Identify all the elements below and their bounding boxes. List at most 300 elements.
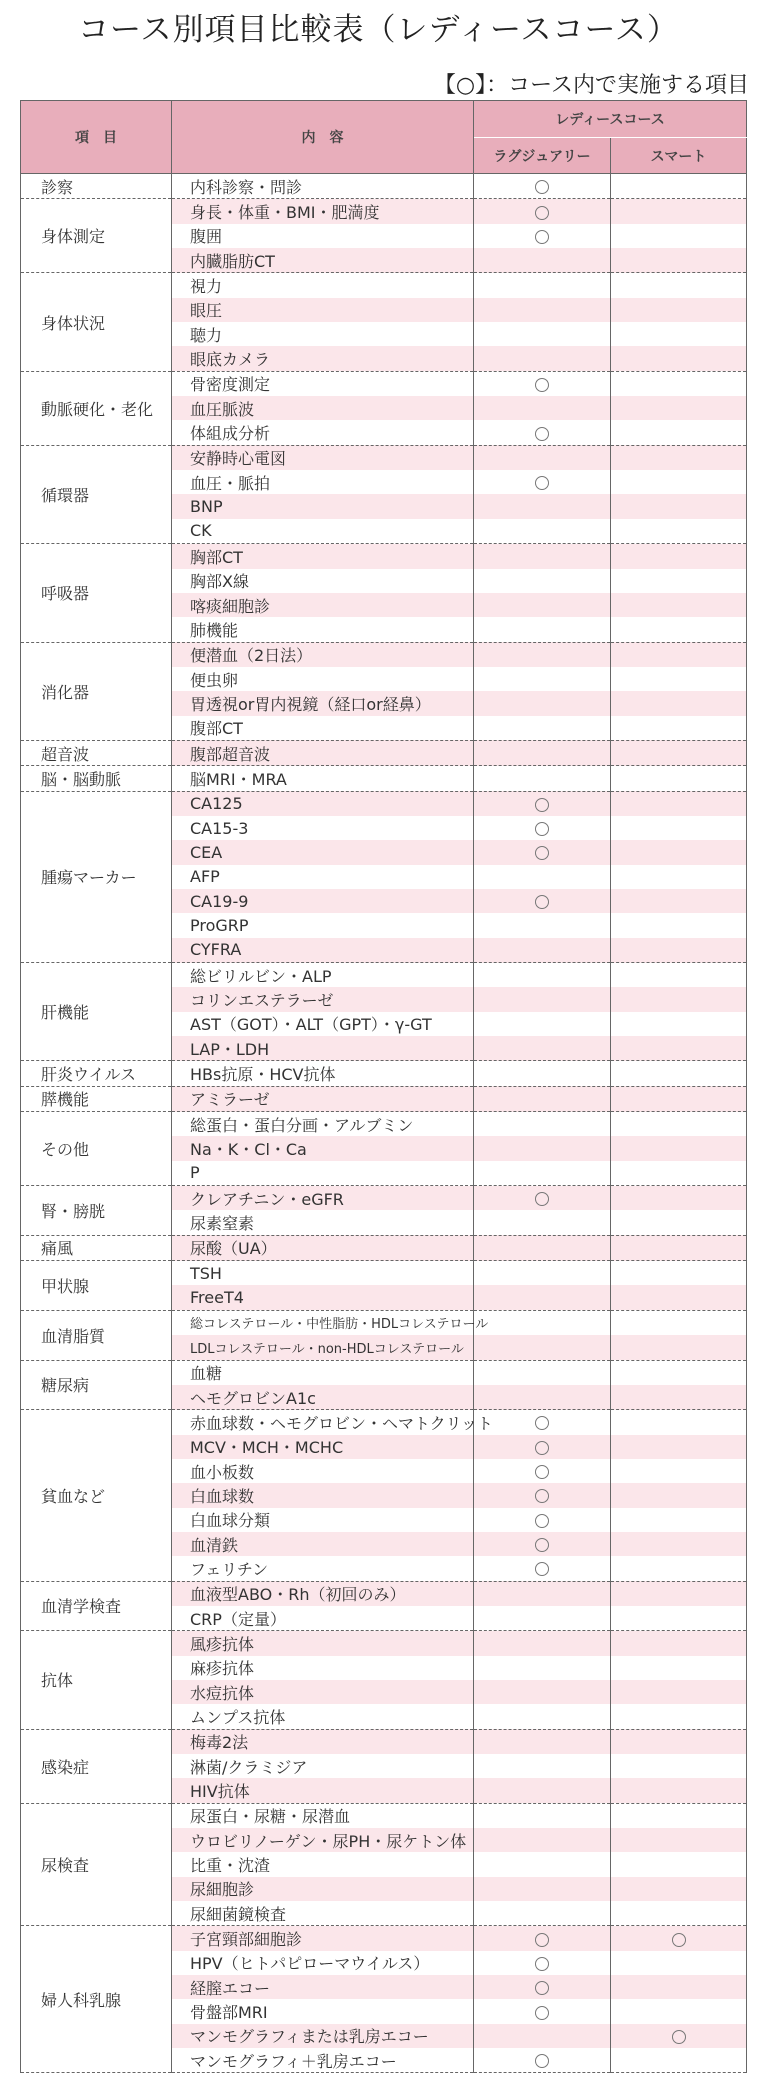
item-cell: 血圧・脈拍 xyxy=(172,470,474,494)
category-cell: 貧血など xyxy=(21,1410,172,1581)
luxury-mark-cell xyxy=(474,840,611,864)
smart-mark-cell xyxy=(611,1680,747,1704)
luxury-mark-cell xyxy=(474,816,611,840)
item-cell: 胃透視or胃内視鏡（経口or経鼻） xyxy=(172,691,474,715)
smart-mark-cell xyxy=(611,691,747,715)
smart-mark-cell xyxy=(611,174,747,199)
smart-mark-cell xyxy=(611,569,747,593)
smart-mark-cell xyxy=(611,273,747,298)
luxury-mark-cell xyxy=(474,2024,611,2048)
item-cell: Na・K・Cl・Ca xyxy=(172,1136,474,1160)
category-cell: 消化器 xyxy=(21,642,172,740)
smart-mark-cell xyxy=(611,1385,747,1410)
item-cell: HBs抗原・HCV抗体 xyxy=(172,1061,474,1086)
item-cell: P xyxy=(172,1161,474,1186)
luxury-mark-cell xyxy=(474,445,611,470)
smart-mark-cell xyxy=(611,1556,747,1581)
item-cell: ウロビリノーゲン・尿PH・尿ケトン体 xyxy=(172,1828,474,1852)
item-cell: 尿酸（UA） xyxy=(172,1235,474,1260)
smart-mark-cell xyxy=(611,1335,747,1360)
category-cell: 血清脂質 xyxy=(21,1310,172,1360)
luxury-mark-cell xyxy=(474,1754,611,1778)
smart-mark-cell xyxy=(611,494,747,518)
item-cell: 水痘抗体 xyxy=(172,1680,474,1704)
category-cell: 身体状況 xyxy=(21,273,172,371)
item-cell: フェリチン xyxy=(172,1556,474,1581)
item-cell: マンモグラフィ＋乳房エコー xyxy=(172,2048,474,2073)
item-cell: 肺機能 xyxy=(172,617,474,642)
table-row xyxy=(21,1186,747,1211)
luxury-mark-cell xyxy=(474,1086,611,1111)
smart-mark-cell xyxy=(611,1828,747,1852)
item-cell: LAP・LDH xyxy=(172,1036,474,1061)
luxury-mark-cell xyxy=(474,1410,611,1435)
luxury-mark-cell xyxy=(474,1186,611,1211)
included-circle-icon xyxy=(535,1416,549,1430)
luxury-mark-cell xyxy=(474,199,611,224)
header-content: 内 容 xyxy=(172,101,474,174)
smart-mark-cell xyxy=(611,248,747,273)
table-row xyxy=(21,445,747,470)
item-cell: CA15-3 xyxy=(172,816,474,840)
table-row xyxy=(21,1086,747,1111)
comparison-table xyxy=(20,100,747,2073)
luxury-mark-cell xyxy=(474,642,611,667)
item-cell: HIV抗体 xyxy=(172,1778,474,1803)
item-cell: CA19-9 xyxy=(172,889,474,913)
category-cell: 循環器 xyxy=(21,445,172,543)
smart-mark-cell xyxy=(611,716,747,741)
item-cell: マンモグラフィまたは乳房エコー xyxy=(172,2024,474,2048)
smart-mark-cell xyxy=(611,642,747,667)
item-cell: CRP（定量） xyxy=(172,1606,474,1631)
luxury-mark-cell xyxy=(474,1061,611,1086)
luxury-mark-cell xyxy=(474,1975,611,1999)
table-row xyxy=(21,791,747,816)
item-cell: 梅毒2法 xyxy=(172,1729,474,1754)
category-cell: 動脈硬化・老化 xyxy=(21,371,172,445)
smart-mark-cell xyxy=(611,1631,747,1656)
item-cell: TSH xyxy=(172,1261,474,1286)
smart-mark-cell xyxy=(611,1235,747,1260)
luxury-mark-cell xyxy=(474,298,611,322)
smart-mark-cell xyxy=(611,1656,747,1680)
luxury-mark-cell xyxy=(474,1036,611,1061)
luxury-mark-cell xyxy=(474,1556,611,1581)
smart-mark-cell xyxy=(611,913,747,937)
smart-mark-cell xyxy=(611,470,747,494)
luxury-mark-cell xyxy=(474,791,611,816)
smart-mark-cell xyxy=(611,2024,747,2048)
category-cell: 肝炎ウイルス xyxy=(21,1061,172,1086)
smart-mark-cell xyxy=(611,1261,747,1286)
item-cell: 子宮頸部細胞診 xyxy=(172,1926,474,1951)
item-cell: 身長・体重・BMI・肥満度 xyxy=(172,199,474,224)
item-cell: BNP xyxy=(172,494,474,518)
smart-mark-cell xyxy=(611,346,747,371)
luxury-mark-cell xyxy=(474,1161,611,1186)
smart-mark-cell xyxy=(611,617,747,642)
luxury-mark-cell xyxy=(474,889,611,913)
table-row xyxy=(21,1581,747,1606)
item-cell: 血液型ABO・Rh（初回のみ） xyxy=(172,1581,474,1606)
smart-mark-cell xyxy=(611,1606,747,1631)
category-cell: 診察 xyxy=(21,174,172,199)
item-cell: 腹囲 xyxy=(172,224,474,248)
table-row xyxy=(21,1729,747,1754)
included-circle-icon xyxy=(535,427,549,441)
smart-mark-cell xyxy=(611,963,747,988)
item-cell: 内科診察・問診 xyxy=(172,174,474,199)
item-cell: 安静時心電図 xyxy=(172,445,474,470)
item-cell: 眼底カメラ xyxy=(172,346,474,371)
category-cell: 甲状腺 xyxy=(21,1261,172,1311)
included-circle-icon xyxy=(535,1441,549,1455)
luxury-mark-cell xyxy=(474,420,611,445)
item-cell: CK xyxy=(172,519,474,544)
category-cell: 膵機能 xyxy=(21,1086,172,1111)
smart-mark-cell xyxy=(611,1210,747,1235)
smart-mark-cell xyxy=(611,1086,747,1111)
smart-mark-cell xyxy=(611,1112,747,1137)
item-cell: HPV（ヒトパピローマウイルス） xyxy=(172,1951,474,1975)
smart-mark-cell xyxy=(611,766,747,791)
luxury-mark-cell xyxy=(474,519,611,544)
luxury-mark-cell xyxy=(474,1803,611,1828)
smart-mark-cell xyxy=(611,1754,747,1778)
table-row xyxy=(21,963,747,988)
luxury-mark-cell xyxy=(474,1285,611,1310)
smart-mark-cell xyxy=(611,1729,747,1754)
category-cell: 感染症 xyxy=(21,1729,172,1803)
luxury-mark-cell xyxy=(474,224,611,248)
item-cell: ムンプス抗体 xyxy=(172,1704,474,1729)
smart-mark-cell xyxy=(611,1161,747,1186)
smart-mark-cell xyxy=(611,816,747,840)
item-cell: 胸部CT xyxy=(172,544,474,569)
smart-mark-cell xyxy=(611,889,747,913)
smart-mark-cell xyxy=(611,987,747,1011)
included-circle-icon xyxy=(535,180,549,194)
smart-mark-cell xyxy=(611,1877,747,1901)
luxury-mark-cell xyxy=(474,470,611,494)
included-circle-icon xyxy=(672,1933,686,1947)
smart-mark-cell xyxy=(611,1186,747,1211)
item-cell: CA125 xyxy=(172,791,474,816)
table-body xyxy=(21,174,747,2073)
category-cell: 婦人科乳腺 xyxy=(21,1926,172,2073)
included-circle-icon xyxy=(535,1489,549,1503)
item-cell: 尿細菌鏡検査 xyxy=(172,1901,474,1926)
luxury-mark-cell xyxy=(474,322,611,346)
item-cell: MCV・MCH・MCHC xyxy=(172,1435,474,1459)
item-cell: 聴力 xyxy=(172,322,474,346)
luxury-mark-cell xyxy=(474,1729,611,1754)
included-circle-icon xyxy=(672,2030,686,2044)
smart-mark-cell xyxy=(611,791,747,816)
header-course-smart: スマート xyxy=(611,138,747,174)
luxury-mark-cell xyxy=(474,494,611,518)
luxury-mark-cell xyxy=(474,913,611,937)
item-cell: LDLコレステロール・non-HDLコレステロール xyxy=(172,1335,474,1360)
included-circle-icon xyxy=(535,1465,549,1479)
smart-mark-cell xyxy=(611,1508,747,1532)
luxury-mark-cell xyxy=(474,1310,611,1335)
item-cell: アミラーゼ xyxy=(172,1086,474,1111)
luxury-mark-cell xyxy=(474,1680,611,1704)
smart-mark-cell xyxy=(611,593,747,617)
smart-mark-cell xyxy=(611,199,747,224)
table-row xyxy=(21,740,747,765)
luxury-mark-cell xyxy=(474,1508,611,1532)
item-cell: 尿細胞診 xyxy=(172,1877,474,1901)
item-cell: 総ビリルビン・ALP xyxy=(172,963,474,988)
table-row xyxy=(21,371,747,396)
table-row xyxy=(21,1261,747,1286)
included-circle-icon xyxy=(535,1981,549,1995)
category-cell: 超音波 xyxy=(21,740,172,765)
page-title: コース別項目比較表（レディースコース） xyxy=(78,12,679,48)
table-row xyxy=(21,174,747,199)
smart-mark-cell xyxy=(611,420,747,445)
item-cell: 便潜血（2日法） xyxy=(172,642,474,667)
item-cell: 尿蛋白・尿糖・尿潜血 xyxy=(172,1803,474,1828)
table-row xyxy=(21,766,747,791)
table-row xyxy=(21,1360,747,1385)
category-cell: 血清学検査 xyxy=(21,1581,172,1631)
table-row xyxy=(21,1926,747,1951)
item-cell: ヘモグロビンA1c xyxy=(172,1385,474,1410)
smart-mark-cell xyxy=(611,1410,747,1435)
item-cell: 血清鉄 xyxy=(172,1532,474,1556)
included-circle-icon xyxy=(535,2006,549,2020)
smart-mark-cell xyxy=(611,1581,747,1606)
smart-mark-cell xyxy=(611,1012,747,1036)
item-cell: 眼圧 xyxy=(172,298,474,322)
luxury-mark-cell xyxy=(474,865,611,889)
smart-mark-cell xyxy=(611,1803,747,1828)
luxury-mark-cell xyxy=(474,938,611,963)
smart-mark-cell xyxy=(611,865,747,889)
header-course-luxury: ラグジュアリー xyxy=(474,138,611,174)
included-circle-icon xyxy=(535,230,549,244)
item-cell: 白血球数 xyxy=(172,1483,474,1507)
luxury-mark-cell xyxy=(474,1335,611,1360)
luxury-mark-cell xyxy=(474,1136,611,1160)
item-cell: 麻疹抗体 xyxy=(172,1656,474,1680)
luxury-mark-cell xyxy=(474,2048,611,2073)
luxury-mark-cell xyxy=(474,617,611,642)
table-row xyxy=(21,1631,747,1656)
luxury-mark-cell xyxy=(474,346,611,371)
luxury-mark-cell xyxy=(474,248,611,273)
included-circle-icon xyxy=(535,1933,549,1947)
luxury-mark-cell xyxy=(474,1631,611,1656)
included-circle-icon xyxy=(535,476,549,490)
item-cell: 血糖 xyxy=(172,1360,474,1385)
luxury-mark-cell xyxy=(474,1926,611,1951)
smart-mark-cell xyxy=(611,396,747,420)
item-cell: ProGRP xyxy=(172,913,474,937)
smart-mark-cell xyxy=(611,1360,747,1385)
item-cell: 骨密度測定 xyxy=(172,371,474,396)
item-cell: 腹部CT xyxy=(172,716,474,741)
smart-mark-cell xyxy=(611,1704,747,1729)
included-circle-icon xyxy=(535,206,549,220)
item-cell: 体組成分析 xyxy=(172,420,474,445)
header-course-group: レディースコース xyxy=(474,101,747,138)
smart-mark-cell xyxy=(611,371,747,396)
luxury-mark-cell xyxy=(474,1532,611,1556)
included-circle-icon xyxy=(535,1562,549,1576)
category-cell: 脳・脳動脈 xyxy=(21,766,172,791)
category-cell: その他 xyxy=(21,1112,172,1186)
table-row xyxy=(21,1310,747,1335)
smart-mark-cell xyxy=(611,224,747,248)
included-circle-icon xyxy=(535,1957,549,1971)
category-cell: 尿検査 xyxy=(21,1803,172,1926)
smart-mark-cell xyxy=(611,2048,747,2073)
luxury-mark-cell xyxy=(474,1483,611,1507)
smart-mark-cell xyxy=(611,667,747,691)
smart-mark-cell xyxy=(611,1951,747,1975)
included-circle-icon xyxy=(535,1538,549,1552)
smart-mark-cell xyxy=(611,322,747,346)
luxury-mark-cell xyxy=(474,1606,611,1631)
item-cell: 尿素窒素 xyxy=(172,1210,474,1235)
included-circle-icon xyxy=(535,1514,549,1528)
luxury-mark-cell xyxy=(474,1459,611,1483)
category-cell: 抗体 xyxy=(21,1631,172,1729)
table-row xyxy=(21,1061,747,1086)
item-cell: AFP xyxy=(172,865,474,889)
item-cell: 比重・沈渣 xyxy=(172,1852,474,1876)
smart-mark-cell xyxy=(611,445,747,470)
item-cell: CYFRA xyxy=(172,938,474,963)
smart-mark-cell xyxy=(611,1532,747,1556)
item-cell: 内臓脂肪CT xyxy=(172,248,474,273)
smart-mark-cell xyxy=(611,1852,747,1876)
item-cell: 腹部超音波 xyxy=(172,740,474,765)
luxury-mark-cell xyxy=(474,544,611,569)
luxury-mark-cell xyxy=(474,1261,611,1286)
included-circle-icon xyxy=(535,2054,549,2068)
table-row xyxy=(21,1112,747,1137)
luxury-mark-cell xyxy=(474,1877,611,1901)
table-row xyxy=(21,642,747,667)
item-cell: 脳MRI・MRA xyxy=(172,766,474,791)
item-cell: 骨盤部MRI xyxy=(172,1999,474,2023)
item-cell: 血小板数 xyxy=(172,1459,474,1483)
luxury-mark-cell xyxy=(474,569,611,593)
luxury-mark-cell xyxy=(474,963,611,988)
included-circle-icon xyxy=(535,1192,549,1206)
header-category: 項 目 xyxy=(21,101,172,174)
smart-mark-cell xyxy=(611,938,747,963)
smart-mark-cell xyxy=(611,1459,747,1483)
luxury-mark-cell xyxy=(474,740,611,765)
luxury-mark-cell xyxy=(474,1656,611,1680)
table-row xyxy=(21,1235,747,1260)
luxury-mark-cell xyxy=(474,1235,611,1260)
included-circle-icon xyxy=(535,895,549,909)
table-row xyxy=(21,199,747,224)
luxury-mark-cell xyxy=(474,396,611,420)
item-cell: 血圧脈波 xyxy=(172,396,474,420)
smart-mark-cell xyxy=(611,1901,747,1926)
item-cell: 風疹抗体 xyxy=(172,1631,474,1656)
luxury-mark-cell xyxy=(474,371,611,396)
luxury-mark-cell xyxy=(474,766,611,791)
item-cell: 総コレステロール・中性脂肪・HDLコレステロール xyxy=(172,1310,474,1335)
luxury-mark-cell xyxy=(474,1951,611,1975)
luxury-mark-cell xyxy=(474,1435,611,1459)
smart-mark-cell xyxy=(611,1036,747,1061)
smart-mark-cell xyxy=(611,519,747,544)
item-cell: 淋菌/クラミジア xyxy=(172,1754,474,1778)
luxury-mark-cell xyxy=(474,691,611,715)
included-circle-icon xyxy=(535,822,549,836)
smart-mark-cell xyxy=(611,1483,747,1507)
table-row xyxy=(21,273,747,298)
luxury-mark-cell xyxy=(474,1012,611,1036)
item-cell: 白血球分類 xyxy=(172,1508,474,1532)
item-cell: CEA xyxy=(172,840,474,864)
smart-mark-cell xyxy=(611,1926,747,1951)
luxury-mark-cell xyxy=(474,1999,611,2023)
luxury-mark-cell xyxy=(474,1852,611,1876)
luxury-mark-cell xyxy=(474,1581,611,1606)
legend-note: 【○】：コース内で実施する項目 xyxy=(433,73,749,98)
smart-mark-cell xyxy=(611,840,747,864)
smart-mark-cell xyxy=(611,1061,747,1086)
smart-mark-cell xyxy=(611,298,747,322)
item-cell: クレアチニン・eGFR xyxy=(172,1186,474,1211)
smart-mark-cell xyxy=(611,740,747,765)
luxury-mark-cell xyxy=(474,987,611,1011)
category-cell: 身体測定 xyxy=(21,199,172,273)
luxury-mark-cell xyxy=(474,1828,611,1852)
smart-mark-cell xyxy=(611,1136,747,1160)
item-cell: 喀痰細胞診 xyxy=(172,593,474,617)
item-cell: 胸部X線 xyxy=(172,569,474,593)
luxury-mark-cell xyxy=(474,1360,611,1385)
smart-mark-cell xyxy=(611,544,747,569)
table-row xyxy=(21,1410,747,1435)
category-cell: 腎・膀胱 xyxy=(21,1186,172,1236)
item-cell: 視力 xyxy=(172,273,474,298)
table-row xyxy=(21,1803,747,1828)
smart-mark-cell xyxy=(611,1310,747,1335)
smart-mark-cell xyxy=(611,1999,747,2023)
luxury-mark-cell xyxy=(474,716,611,741)
luxury-mark-cell xyxy=(474,273,611,298)
smart-mark-cell xyxy=(611,1975,747,1999)
item-cell: 便虫卵 xyxy=(172,667,474,691)
included-circle-icon xyxy=(535,846,549,860)
table-header xyxy=(21,101,747,174)
smart-mark-cell xyxy=(611,1778,747,1803)
item-cell: AST（GOT）・ALT（GPT）・γ-GT xyxy=(172,1012,474,1036)
category-cell: 呼吸器 xyxy=(21,544,172,642)
smart-mark-cell xyxy=(611,1435,747,1459)
luxury-mark-cell xyxy=(474,593,611,617)
luxury-mark-cell xyxy=(474,174,611,199)
luxury-mark-cell xyxy=(474,1385,611,1410)
luxury-mark-cell xyxy=(474,1210,611,1235)
luxury-mark-cell xyxy=(474,667,611,691)
category-cell: 肝機能 xyxy=(21,963,172,1061)
